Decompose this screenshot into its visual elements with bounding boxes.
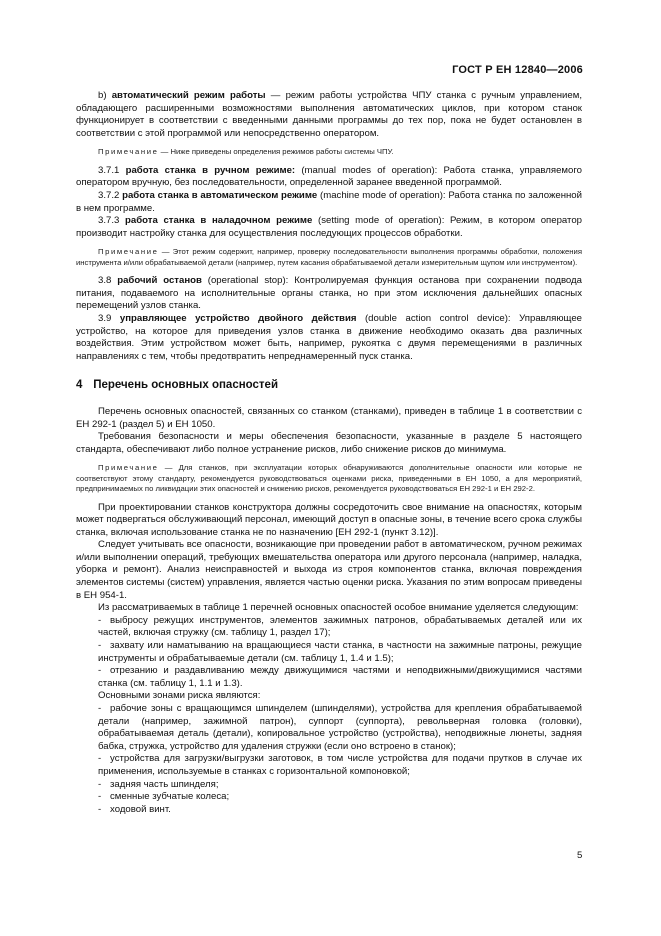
page-number: 5 [577,850,583,861]
clause-number: 3.7.3 [98,215,120,227]
clause-number: 3.7.1 [98,164,120,176]
definition-3-7-2 [76,190,582,215]
list-item [76,640,582,665]
list-item [76,804,582,817]
definition-text: (setting mode of operation): Режим, в котором оператор производит настройку станка для осуществления последующих процессов обработки. [76,215,582,239]
definition-text: (operational stop): Контролируемая функция останова при сохранении подвода питания, подаваемого на исполнительные органы станка, но при этом исключения дальнейших опасных перемещений узлов станка. [76,275,582,312]
list-item [76,791,582,804]
list-dash: - [98,665,102,677]
list-item [76,753,582,778]
clause-number: 3.7.2 [98,189,120,201]
list-item [76,703,582,753]
definition-3-9 [76,313,582,363]
definition-text: (machine mode of operation): Работа станка по заложенной в нем программе. [76,189,582,214]
term: работа станка в наладочном режиме [125,215,313,227]
note-text: — Этот режим содержит, например, проверку последовательности выполнения программы обработки, положения инструмента и/или обрабатываемой детали (например, путем касания обрабатываемой детали измерительным щупом или инструментом). [76,247,582,267]
paragraph-b [76,90,582,140]
section-number: 4 [76,379,83,392]
list-item-text: сменные зубчатые колеса; [110,791,230,803]
page-body [76,90,582,816]
list-item [76,665,582,690]
section-paragraph: Основными зонами риска являются: [98,690,261,702]
list-dash: - [98,803,102,815]
list-dash: - [98,778,102,790]
note-label: Примечание [98,463,159,473]
list-item-text: захвату или наматыванию на вращающиеся части станка, в частности на зажимные патроны, режущие инструменты и обрабатываемые детали (см. таблицу 1, 1.4 и 1.5); [98,640,582,664]
definition-3-7-1 [76,165,582,190]
note-text: — Ниже приведены определения режимов работы системы ЧПУ. [158,147,394,157]
section-paragraph: Требования безопасности и меры обеспечения безопасности, указанные в разделе 5 настоящего стандарта, обеспечивают либо полное устранение рисков, либо снижение рисков до минимума. [76,431,582,455]
list-item-text: устройства для загрузки/выгрузки заготовок, в том числе устройства для подачи прутков в случае их применения, используемые в станках с горизонтальной компоновкой; [98,753,582,777]
note-3 [76,463,582,494]
definition-3-8 [76,275,582,313]
list-item-text: ходовой винт. [110,803,171,815]
section-paragraph: Перечень основных опасностей, связанных со станком (станками), приведен в таблице 1 в соответствии с ЕН 292-1 (раздел 5) и ЕН 1050. [76,405,582,430]
clause-number: 3.8 [98,275,112,287]
term: управляющее устройство двойного действия [119,312,357,324]
list-dash: - [98,614,102,626]
section-paragraph: Из рассматриваемых в таблице 1 перечней основных опасностей особое внимание уделяется следующим: [98,602,579,614]
list-item-text: выбросу режущих инструментов, элементов зажимных патронов, обрабатываемых деталей или их частей, включая стружку (см. таблицу 1, раздел 17); [98,614,582,639]
term: автоматический режим работы [111,90,266,101]
term: работа станка в ручном режиме: [125,164,296,176]
section-paragraph: При проектировании станков конструктора должны сосредоточить свое внимание на опасностях, которым может подвергаться обслуживающий персонал, имеющий доступ в опасные зоны, в течение всего срока службы станка, включая использование станка не по назначению [ЕН 292-1 (пункт 3.12)]. [76,501,582,538]
list-item-text: отрезанию и раздавливанию между движущимися частями и неподвижными/движущимися частями станка (см. таблицу 1, 1.1 и 1.3). [98,665,582,689]
list-dash: - [98,703,102,714]
clause-number: 3.9 [98,312,112,324]
list-dash: - [98,640,102,652]
definition-text: — режим работы устройства ЧПУ станка с ручным управлением, обладающего расширенными возможностями выполнения автоматических циклов, при котором станок функционирует в соответствии с введенными данными программы до тех пор, пока не будет остановлен в соответствии с этой программой или непосредственно оператором. [76,90,582,139]
list-dash: - [98,791,102,803]
item-prefix: b) [98,90,107,101]
note-1 [76,147,582,157]
list-item-text: задняя часть шпинделя; [110,778,219,790]
term: работа станка в автоматическом режиме [122,189,318,201]
list-dash: - [98,753,102,765]
section-title: Перечень основных опасностей [93,379,279,392]
definition-3-7-3 [76,215,582,240]
list-item [76,779,582,792]
note-text: — Для станков, при эксплуатации которых обнаруживаются дополнительные опасности или которые не соответствуют этому стандарту, рекомендуется руководствоваться оценками риска, приведенными в ЕН 1050, а для мероприятий, предпринимаемых по ликвидации этих опасностей и снижению рисков, рекомендуется руководствоваться ЕН 292-1 и ЕН 292-2. [76,463,582,494]
section-heading [76,379,582,392]
list-item [76,615,582,640]
note-label: Примечание [98,247,159,257]
list-item-text: рабочие зоны с вращающимся шпинделем (шпинделями), устройства для крепления обрабатываемой детали (например, зажимной патрон), суппорт (суппорта), револьверная головка (головки), обрабатываемая деталь (детали), копировальное устройство (устройства), неподвижные люнеты, задняя бабка, стружка, устройство для удаления стружки (если оно встроено в станок); [98,703,582,752]
definition-text: (manual modes of operation): Работа станка, управляемого оператором вручную, без последовательности, определенной заранее введенной программой. [76,164,582,189]
term: рабочий останов [117,275,202,287]
note-label: Примечание [98,147,159,157]
document-code: ГОСТ Р ЕН 12840—2006 [452,64,583,76]
note-2 [76,247,582,268]
definition-text: (double action control device): Управляющее устройство, на которое для приведения узлов станка в движение необходимо оказать два различных воздействия. Этим устройством может быть, например, рукоятка с двумя перемещениями в различных направлениях с тем, чтобы предотвратить непреднамеренный пуск станка. [76,312,582,362]
section-paragraph: Следует учитывать все опасности, возникающие при проведении работ в автоматическом, ручном режимах и/или выполнении операций, требующих вмешательства оператора или другого персонала (например, наладка, уборка и ремонт). Анализ неисправностей и выхода из строя компонентов станка, включая повреждения элементов системы (систем) управления, является частью оценки риска. Указания по этим вопросам приведены в ЕН 954-1. [76,539,582,601]
